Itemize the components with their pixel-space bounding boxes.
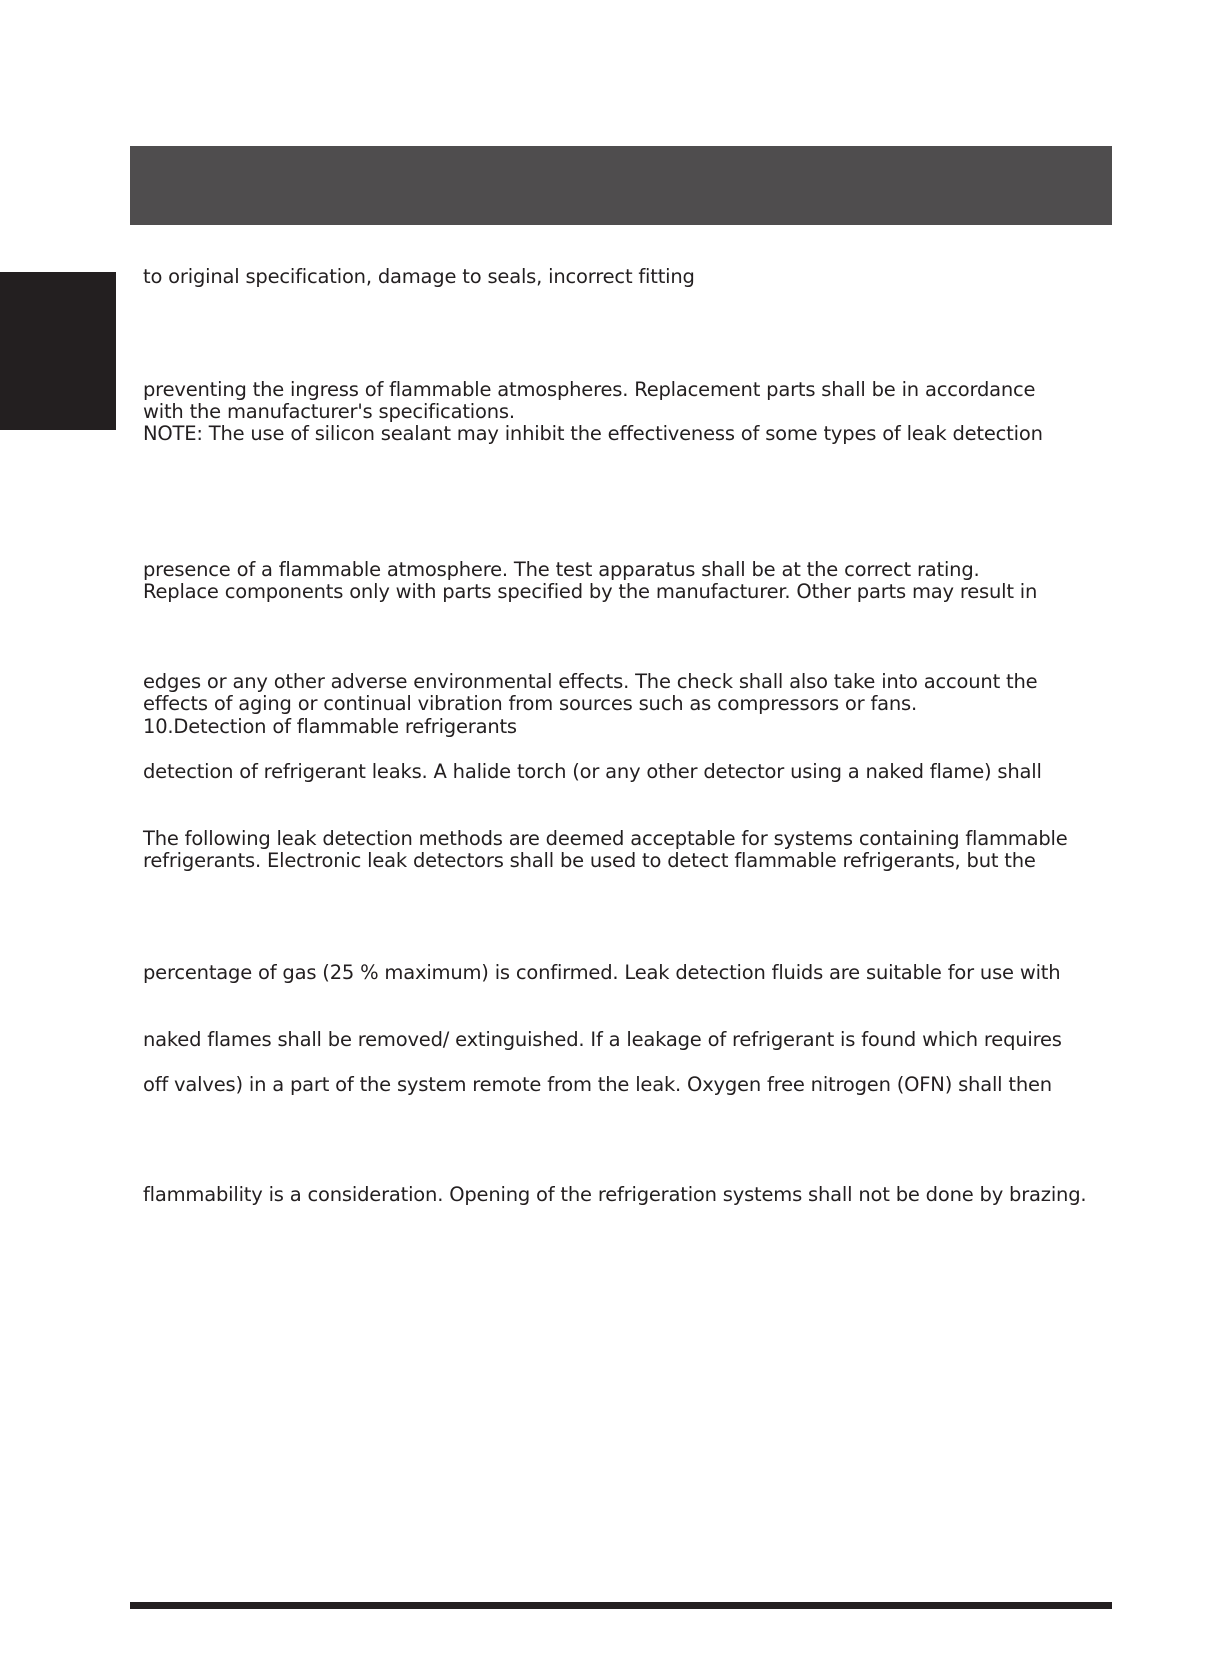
text-line-11: The following leak detection methods are deemed acceptable for systems containing flammable (143, 827, 1068, 850)
text-line-9: 10.Detection of flammable refrigerants (143, 715, 517, 738)
side-tab (0, 272, 116, 430)
text-line-2: preventing the ingress of flammable atmospheres. Replacement parts shall be in accordance (143, 378, 1036, 401)
text-line-16: flammability is a consideration. Opening of the refrigeration systems shall not be done by brazing. (143, 1183, 1087, 1206)
text-line-13: percentage of gas (25 % maximum) is confirmed. Leak detection fluids are suitable for use with (143, 961, 1061, 984)
text-line-10: detection of refrigerant leaks. A halide torch (or any other detector using a naked flame) shall (143, 760, 1042, 783)
text-line-4: NOTE: The use of silicon sealant may inhibit the effectiveness of some types of leak detection (143, 422, 1043, 445)
text-line-3: with the manufacturer's specifications. (143, 400, 515, 423)
text-line-6: Replace components only with parts specified by the manufacturer. Other parts may result in (143, 580, 1038, 603)
text-line-14: naked flames shall be removed/ extinguished. If a leakage of refrigerant is found which requires (143, 1028, 1062, 1051)
text-line-1: to original specification, damage to seals, incorrect fitting (143, 265, 695, 288)
text-line-5: presence of a flammable atmosphere. The test apparatus shall be at the correct rating. (143, 558, 980, 581)
header-bar (130, 146, 1112, 225)
text-line-15: off valves) in a part of the system remote from the leak. Oxygen free nitrogen (OFN) shall then (143, 1073, 1052, 1096)
text-line-8: effects of aging or continual vibration from sources such as compressors or fans. (143, 692, 917, 715)
footer-rule (130, 1602, 1112, 1609)
text-line-7: edges or any other adverse environmental effects. The check shall also take into account the (143, 670, 1038, 693)
text-line-12: refrigerants. Electronic leak detectors shall be used to detect flammable refrigerants, but the (143, 849, 1036, 872)
